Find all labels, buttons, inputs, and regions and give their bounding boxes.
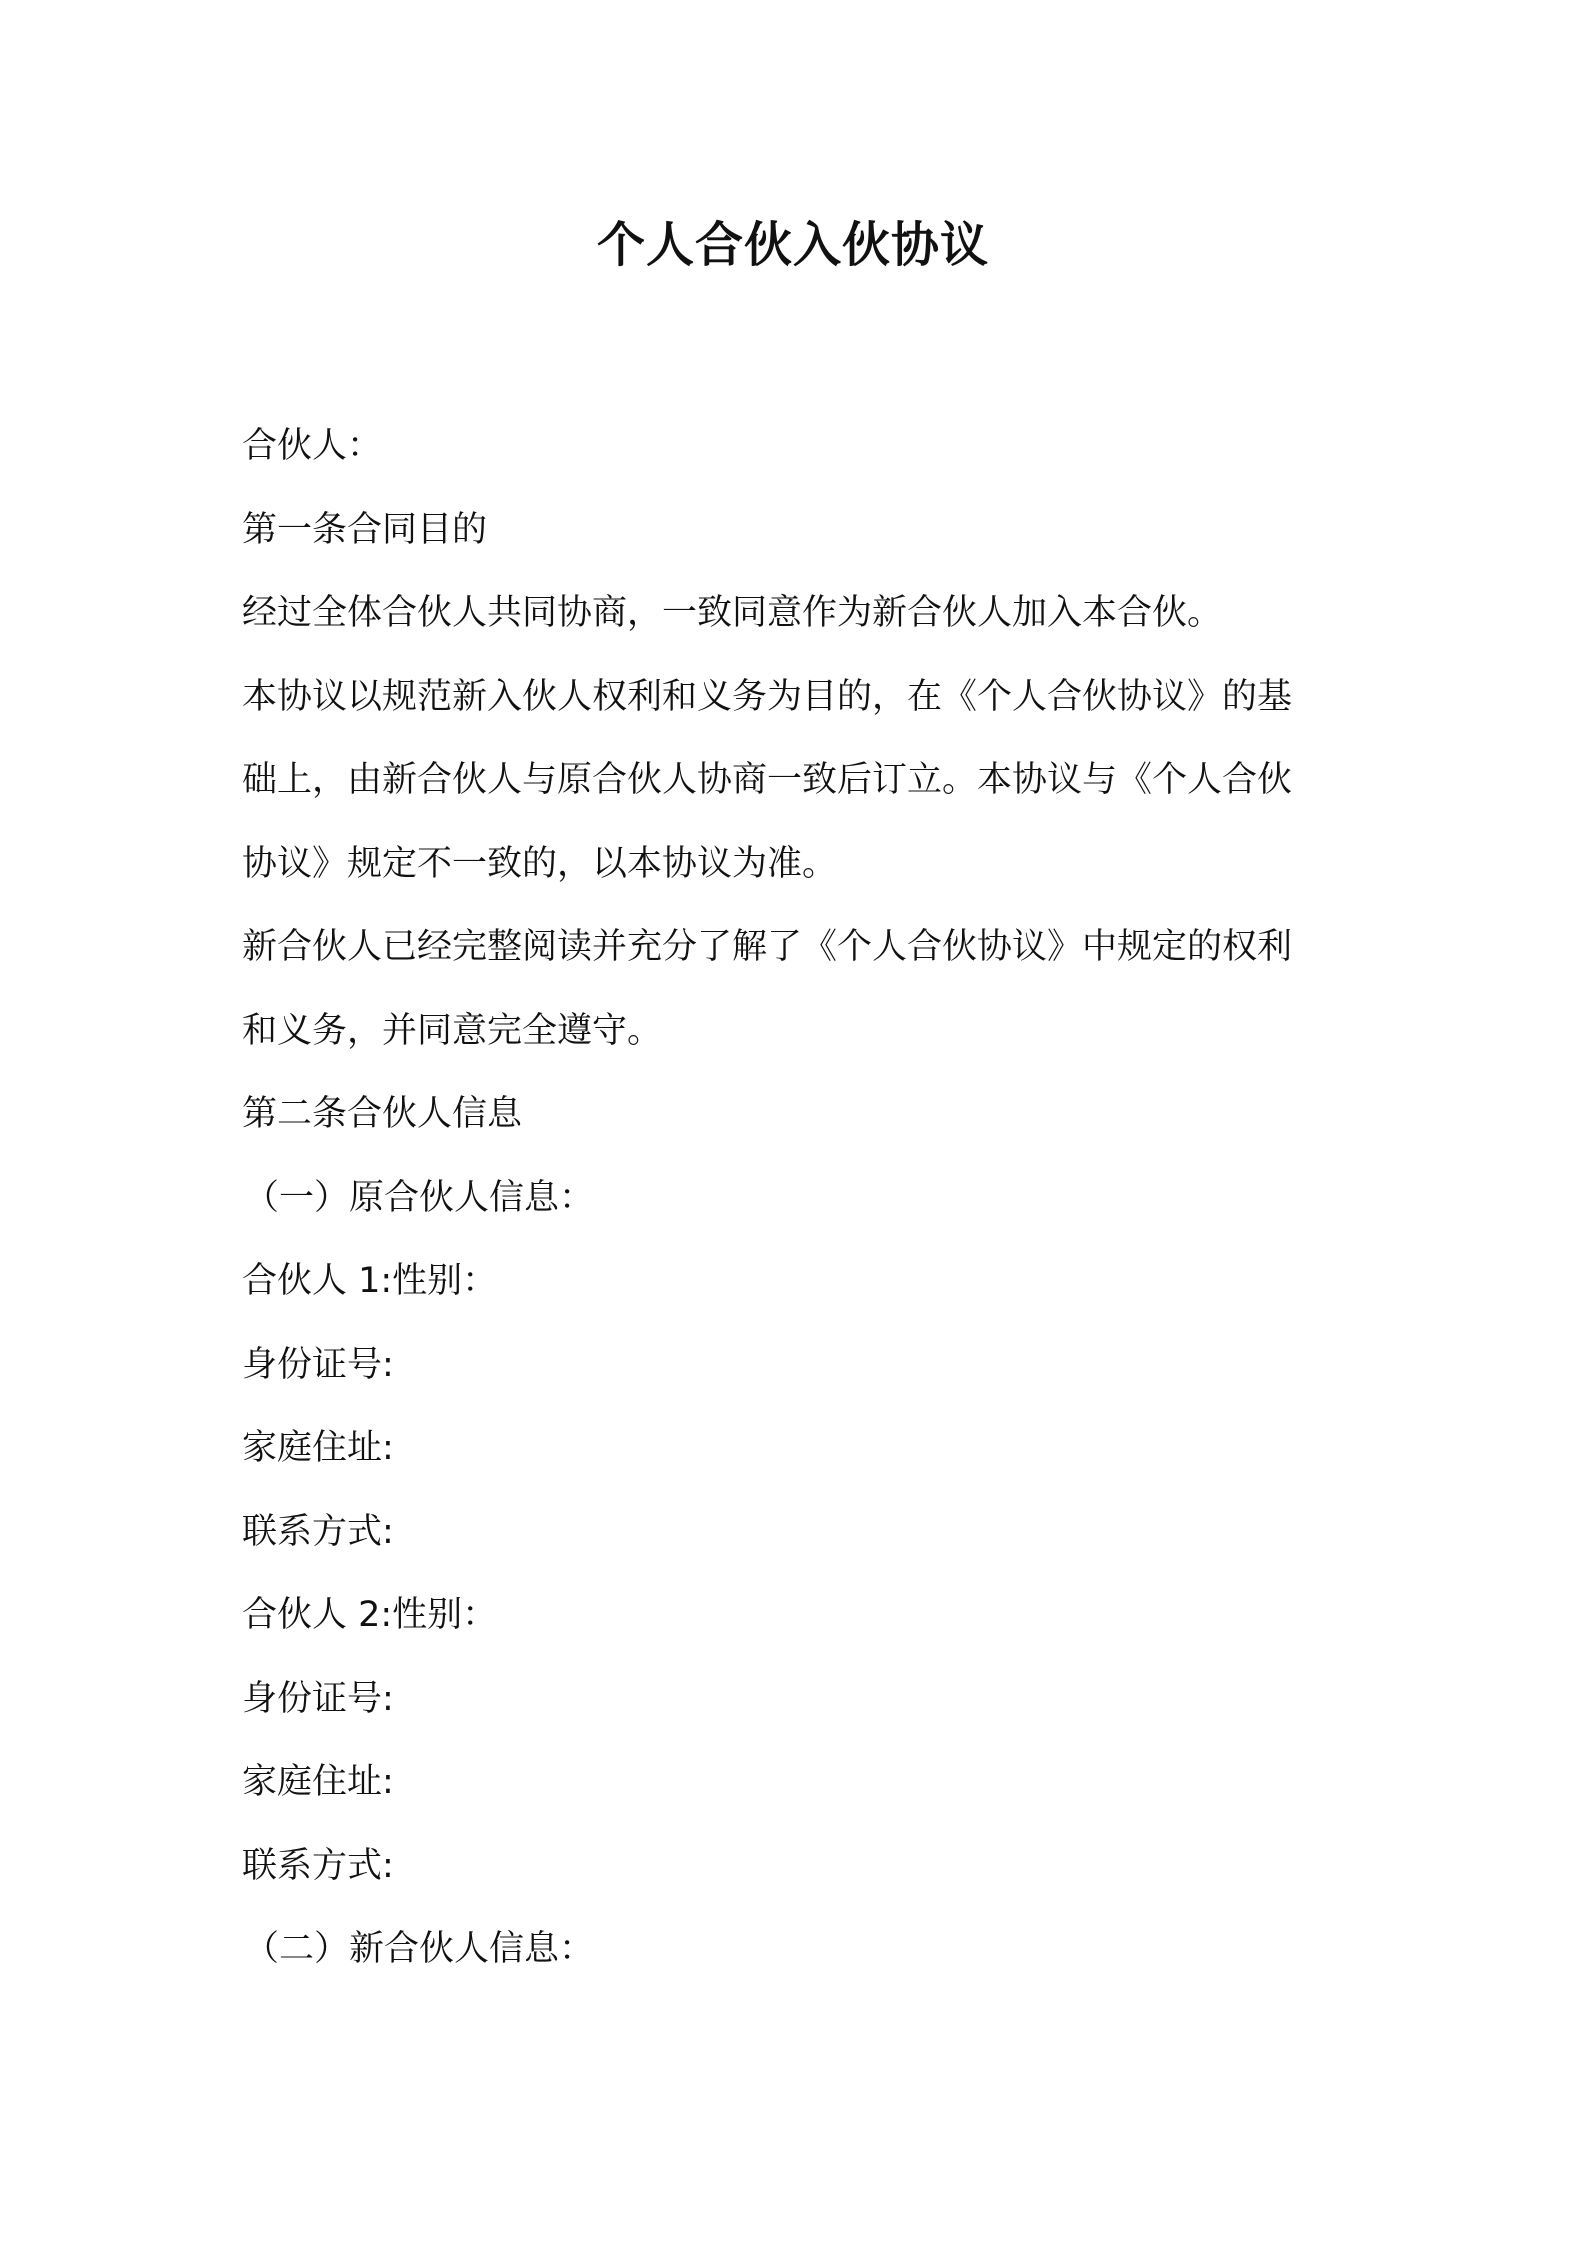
new-partner-subheading: （二）新合伙人信息： bbox=[244, 1929, 595, 1969]
partner-1-contact-field: 联系方式: bbox=[242, 1511, 394, 1552]
article-1-heading: 第一条合同目的 bbox=[242, 509, 488, 550]
article-2-heading: 第二条合伙人信息 bbox=[242, 1094, 523, 1134]
article-1-paragraph-2-line-3: 协议》规定不一致的，以本协议为准。 bbox=[242, 843, 838, 884]
partner-2-id-field: 身份证号: bbox=[242, 1678, 394, 1719]
partner-2-address-field: 家庭住址: bbox=[242, 1762, 394, 1802]
article-1-paragraph-2-line-1: 本协议以规范新入伙人权利和义务为目的，在《个人合伙协议》的基 bbox=[242, 676, 1293, 717]
document-body bbox=[242, 405, 1362, 1992]
original-partners-subheading: （一）原合伙人信息： bbox=[244, 1177, 595, 1218]
article-1-paragraph-2-line-2: 础上，由新合伙人与原合伙人协商一致后订立。本协议与《个人合伙 bbox=[242, 760, 1293, 800]
article-1-paragraph-1: 经过全体合伙人共同协商，一致同意作为新合伙人加入本合伙。 bbox=[242, 593, 1223, 633]
partner-1-address-field: 家庭住址: bbox=[242, 1428, 394, 1468]
article-1-paragraph-3-line-1: 新合伙人已经完整阅读并充分了解了《个人合伙协议》中规定的权利 bbox=[242, 927, 1293, 967]
partner-label: 合伙人： bbox=[242, 426, 383, 466]
partner-1-gender-field: 合伙人 1:性别： bbox=[242, 1261, 498, 1301]
partner-2-contact-field: 联系方式: bbox=[242, 1845, 394, 1886]
partner-2-gender-field: 合伙人 2:性别： bbox=[242, 1595, 498, 1635]
partner-1-id-field: 身份证号: bbox=[242, 1344, 394, 1385]
document-title: 个人合伙入伙协议 bbox=[596, 217, 989, 273]
article-1-paragraph-3-line-2: 和义务，并同意完全遵守。 bbox=[242, 1010, 663, 1051]
